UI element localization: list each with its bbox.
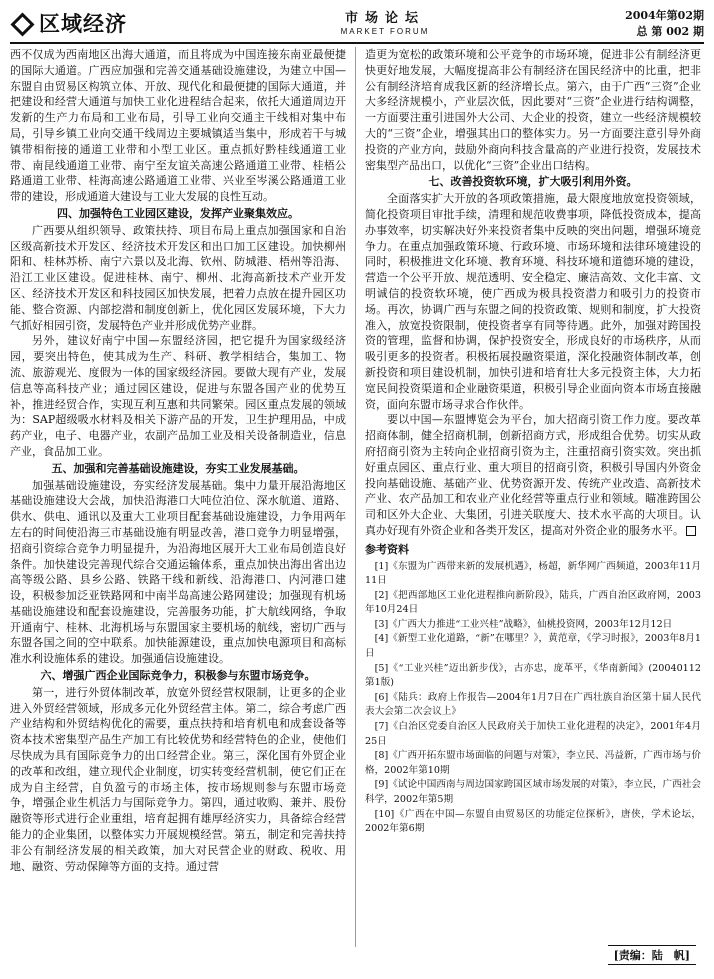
paragraph: 造更为宽松的政策环境和公平竞争的市场环境，促进非公有制经济更快更好地发展，大幅度提高非公有制经济在国民经济中的比重，把非公有制经济培育成我区新的经济增长点。第六，由于广西“三资”企业大多经济规模小，产业层次低，因此要对“三资”企业进行结构调整，一方面要注重引进国外大公司、大企业的投资，建立一些经济规模较大的“三资”企业，增强其出口的整体实力。另一方面要注意引导外商投资的产业方向，鼓励外商向科技含量高的产业进行投资，发展技术密集型产品出口，以优化“三资”企业出口结构。 (365, 48, 701, 172)
section-heading-4: 四、加强特色工业园区建设，发挥产业聚集效应。 (57, 206, 299, 220)
paragraph-final-text: 要以中国—东盟博览会为平台，加大招商引资工作力度。要改革招商体制，健全招商机制，创新招商方式，形成组合优势。切实从政府招商引资为主转向企业招商引资为主，注重招商引资实效。突出抓好重点园区、重点行业、重大项目的招商引资，积极引导国内外资金投向基础设施、基础产业、优势资源开发、传统产业改造、高新技术产业、农产品加工和农业产业化经营等重点行业和领域。瞄准跨国公司和区外大企业、大集团，引进关联度大、技术水平高的大项目。认真办好现有外资企业和各类开发区，提高对外资企业的服务水平。 (365, 413, 701, 537)
magazine-name-cn: 市场论坛 (344, 11, 425, 26)
section-title (10, 8, 127, 38)
section-heading-5: 五、加强和完善基础设施建设，夯实工业发展基础。 (51, 461, 305, 475)
reference-item: [9]《试论中国西南与周边国家跨国区域市场发展的对策》，李立民，广西社会科学，2002年第5期 (365, 779, 701, 805)
header-rule (10, 42, 704, 44)
paragraph: 加强基础设施建设，夯实经济发展基础。集中力量开展沿海地区基础设施建设大会战，加快沿海港口大吨位泊位、深水航道、道路、供水、供电、通讯以及重大工业项目配套基础设施建设，力争用两年左右的时间使沿海三市基础设施有明显改善，港口竞争力明显增强，招商引资综合竞争力明显提升，为沿海地区展开大工业布局创造良好条件。加快建设完善现代综合交通运输体系，重点加快出海出省出边高等级公路、县乡公路、铁路干线和新线、沿海港口、内河港口建设，积极参加泛亚铁路网和中南半岛高速公路网建设；加强现有机场基础设施建设和配套设施建设，完善服务功能，扩大航线网络，争取开通南宁、桂林、北海机场与东盟国家主要机场的航线，密切广西与东盟各国之间的空中联系。加快能源建设，重点加快电源项目和高标准水利设施体系的建设。加强通信设施建设。 (10, 478, 346, 666)
paragraph: 另外，建议好南宁中国—东盟经济园，把它提升为国家级经济园，要突出特色，使其成为生产、科研、教学相结合，集加工、物流、旅游观光、度假为一体的国家级经济园。要做大现有产业，发展信息等高科技产业；通过园区建设，促进与东盟各国产业的优势互补，推进经贸合作，实现互利互惠和共同繁荣。园区重点发展的领域为：SAP超级吸水材料及相关下游产品的开发，卫生护理用品，中成药产业，电子、电器产业，农副产品加工业及相关设备制造业，信息产业，食品加工业。 (10, 334, 346, 458)
reference-item: [5]《“工业兴桂”迈出新步伐》，古亦忠，庞革平，《华南新闻》(20040112 第1版) (365, 662, 701, 689)
diamond-icon (10, 12, 34, 36)
paragraph: 第一，进行外贸体制改革，放宽外贸经营权限制，让更多的企业进入外贸经营领域，形成多元化外贸经营主体。第二，综合考虑广西产业结构和外贸结构优化的需要，重点扶持和培育机电和成套设备等资本技术密集型产品生产加工有比较优势和经营特色的企业，使他们尽快成为具有国际竞争力的出口经营企业。第三，深化国有外贸企业的改革和改组，建立现代企业制度，切实转变经营机制，使它们正在成为自主经营，自负盈亏的市场主体，按市场规则参与东盟市场竞争，增强企业生机活力与国际竞争力。第四，通过收购、兼并、股份融资等形式进行企业重组，培育起拥有雄厚经济实力，具备综合经营能力的企业集团，以整体实力开展规模经营。第五，制定和完善扶持非公有制经济发展的相关政策，加大对民营企业的财政、税收、用地、融资、劳动保障等方面的支持。通过营 (10, 685, 346, 873)
section-heading-6: 六、增强广西企业国际竞争力，积极参与东盟市场竞争。 (40, 669, 316, 683)
issue-year: 2004年第02期 (625, 9, 704, 22)
section-title-text: 区域经济 (39, 12, 127, 36)
reference-item: [7]《白治区党委自治区人民政府关于加快工业化进程的决定》，2001年4月25日 (365, 721, 701, 747)
paragraph: 西不仅成为西南地区出海大通道，而且将成为中国连接东南亚最便捷的国际大通道。广西应加强和完善交通基础设施建设，为建立中国—东盟自由贸易区构筑立体、开放、现代化和最便捷的国际大通道，并把建设和经营大通道与加快工业化进程结合起来，依托大通道周边开发新的生产力布局和工业布局，引导工业向交通主干线相对集中布局，引导乡镇工业向交通干线周边主要城镇适当集中，形成若干与城镇带相衔接的通道工业带和小型工业区。重点抓好黔桂线通道工业带、南昆线通道工业带、南宁至友谊关高速公路通道工业带、桂梧公路通道工业带、桂海高速公路通道工业带、兴业至岑溪公路通道工业带的建设，形成通道大建设与工业大发展的良性互动。 (10, 48, 346, 204)
right-column (365, 47, 701, 837)
issue-info (625, 8, 704, 40)
reference-item: [8]《广西开拓东盟市场面临的问题与对策》，李立民、冯益新，广西市场与价格，2002年第10期 (365, 750, 701, 776)
end-mark-icon (686, 526, 696, 536)
issue-total: 总 第 002 期 (636, 25, 704, 38)
column-divider (355, 47, 356, 947)
reference-item: [4]《新型工业化道路，“新”在哪里？》，黄范章，《学习时报》，2003年8月1日 (365, 633, 701, 660)
page-header (10, 6, 704, 44)
references-title: 参考资料 (365, 542, 409, 556)
paragraph: 广西要从组织领导、政策扶持、项目布局上重点加强国家和自治区级高新技术开发区、经济技术开发区和出口加工区建设。加快柳州阳和、桂林苏桥、南宁六景以及北海、钦州、防城港、梧州等沿海、沿江工业区建设。促进桂林、南宁、柳州、北海高新技术产业开发区、经济技术开发区和科技园区加快发展，把着力点放在提升园区功能、整合资源、内部挖潜和制度创新上，优化园区发展环境，下大力气抓好相园引资，发展特色产业并形成优势产业群。 (10, 223, 346, 332)
reference-item: [10]《广西在中国—东盟自由贸易区的功能定位探析》，唐侠，学术论坛，2002年第6期 (365, 808, 701, 835)
reference-item: [6]《陆兵：政府上作报告—2004年1月7日在广西壮族自治区第十届人民代表大会第二次会议上》 (365, 691, 701, 718)
left-column (10, 47, 346, 874)
reference-item: [1]《东盟为广西带来新的发展机遇》，杨超，新华网广西频道，2003年11月11日 (365, 560, 701, 587)
magazine-name-en: MARKET FORUM (340, 27, 430, 36)
paragraph: 全面落实扩大开放的各项政策措施，最大限度地放宽投资领域，简化投资项目审批手续，清理和规范收费事项，降低投资成本，提高办事效率，切实解决好外来投资者集中反映的突出问题，增强环境竞争力。在重点加强政策环境、行政环境、市场环境和法律环境建设的同时，积极推进文化环境、教育环境、科技环境和道德环境的建设，营造一个公平开放、规范透明、安全稳定、廉洁高效、文化丰富、文明诚信的投资软环境，使广西成为极具投资潜力和吸引力的投资市场。再次，协调广西与东盟之间的投资政策、规则和制度，扩大投资准入，放宽投资限制，使投资者享有同等待遇。此外，加强对跨国投资的管理，监督和协调，保护投资安全，形成良好的市场秩序，从而吸引更多的投资者。积极拓展投融资渠道，深化投融资体制改革，创新投资和项目建设机制，加快引进和培育壮大多元投资主体，大力拓宽民间投资渠道和企业融资渠道，积极引导企业面向资本市场直接融资，面向东盟市场寻求合作伙伴。 (365, 192, 701, 411)
section-heading-7: 七、改善投资软环境，扩大吸引利用外资。 (428, 175, 638, 189)
magazine-logo (330, 7, 440, 36)
paragraph-final (365, 412, 701, 538)
reference-item: [2]《把西部地区工业化进程推向新阶段》，陆兵，广西自治区政府网，2003年10月24日 (365, 589, 701, 616)
references-list (365, 560, 701, 837)
editor-credit: [责编：陆 帆] (608, 945, 696, 965)
reference-item: [3]《广西大力推进“工业兴桂”战略》，仙桃投资网，2003年12月12日 (374, 618, 673, 630)
